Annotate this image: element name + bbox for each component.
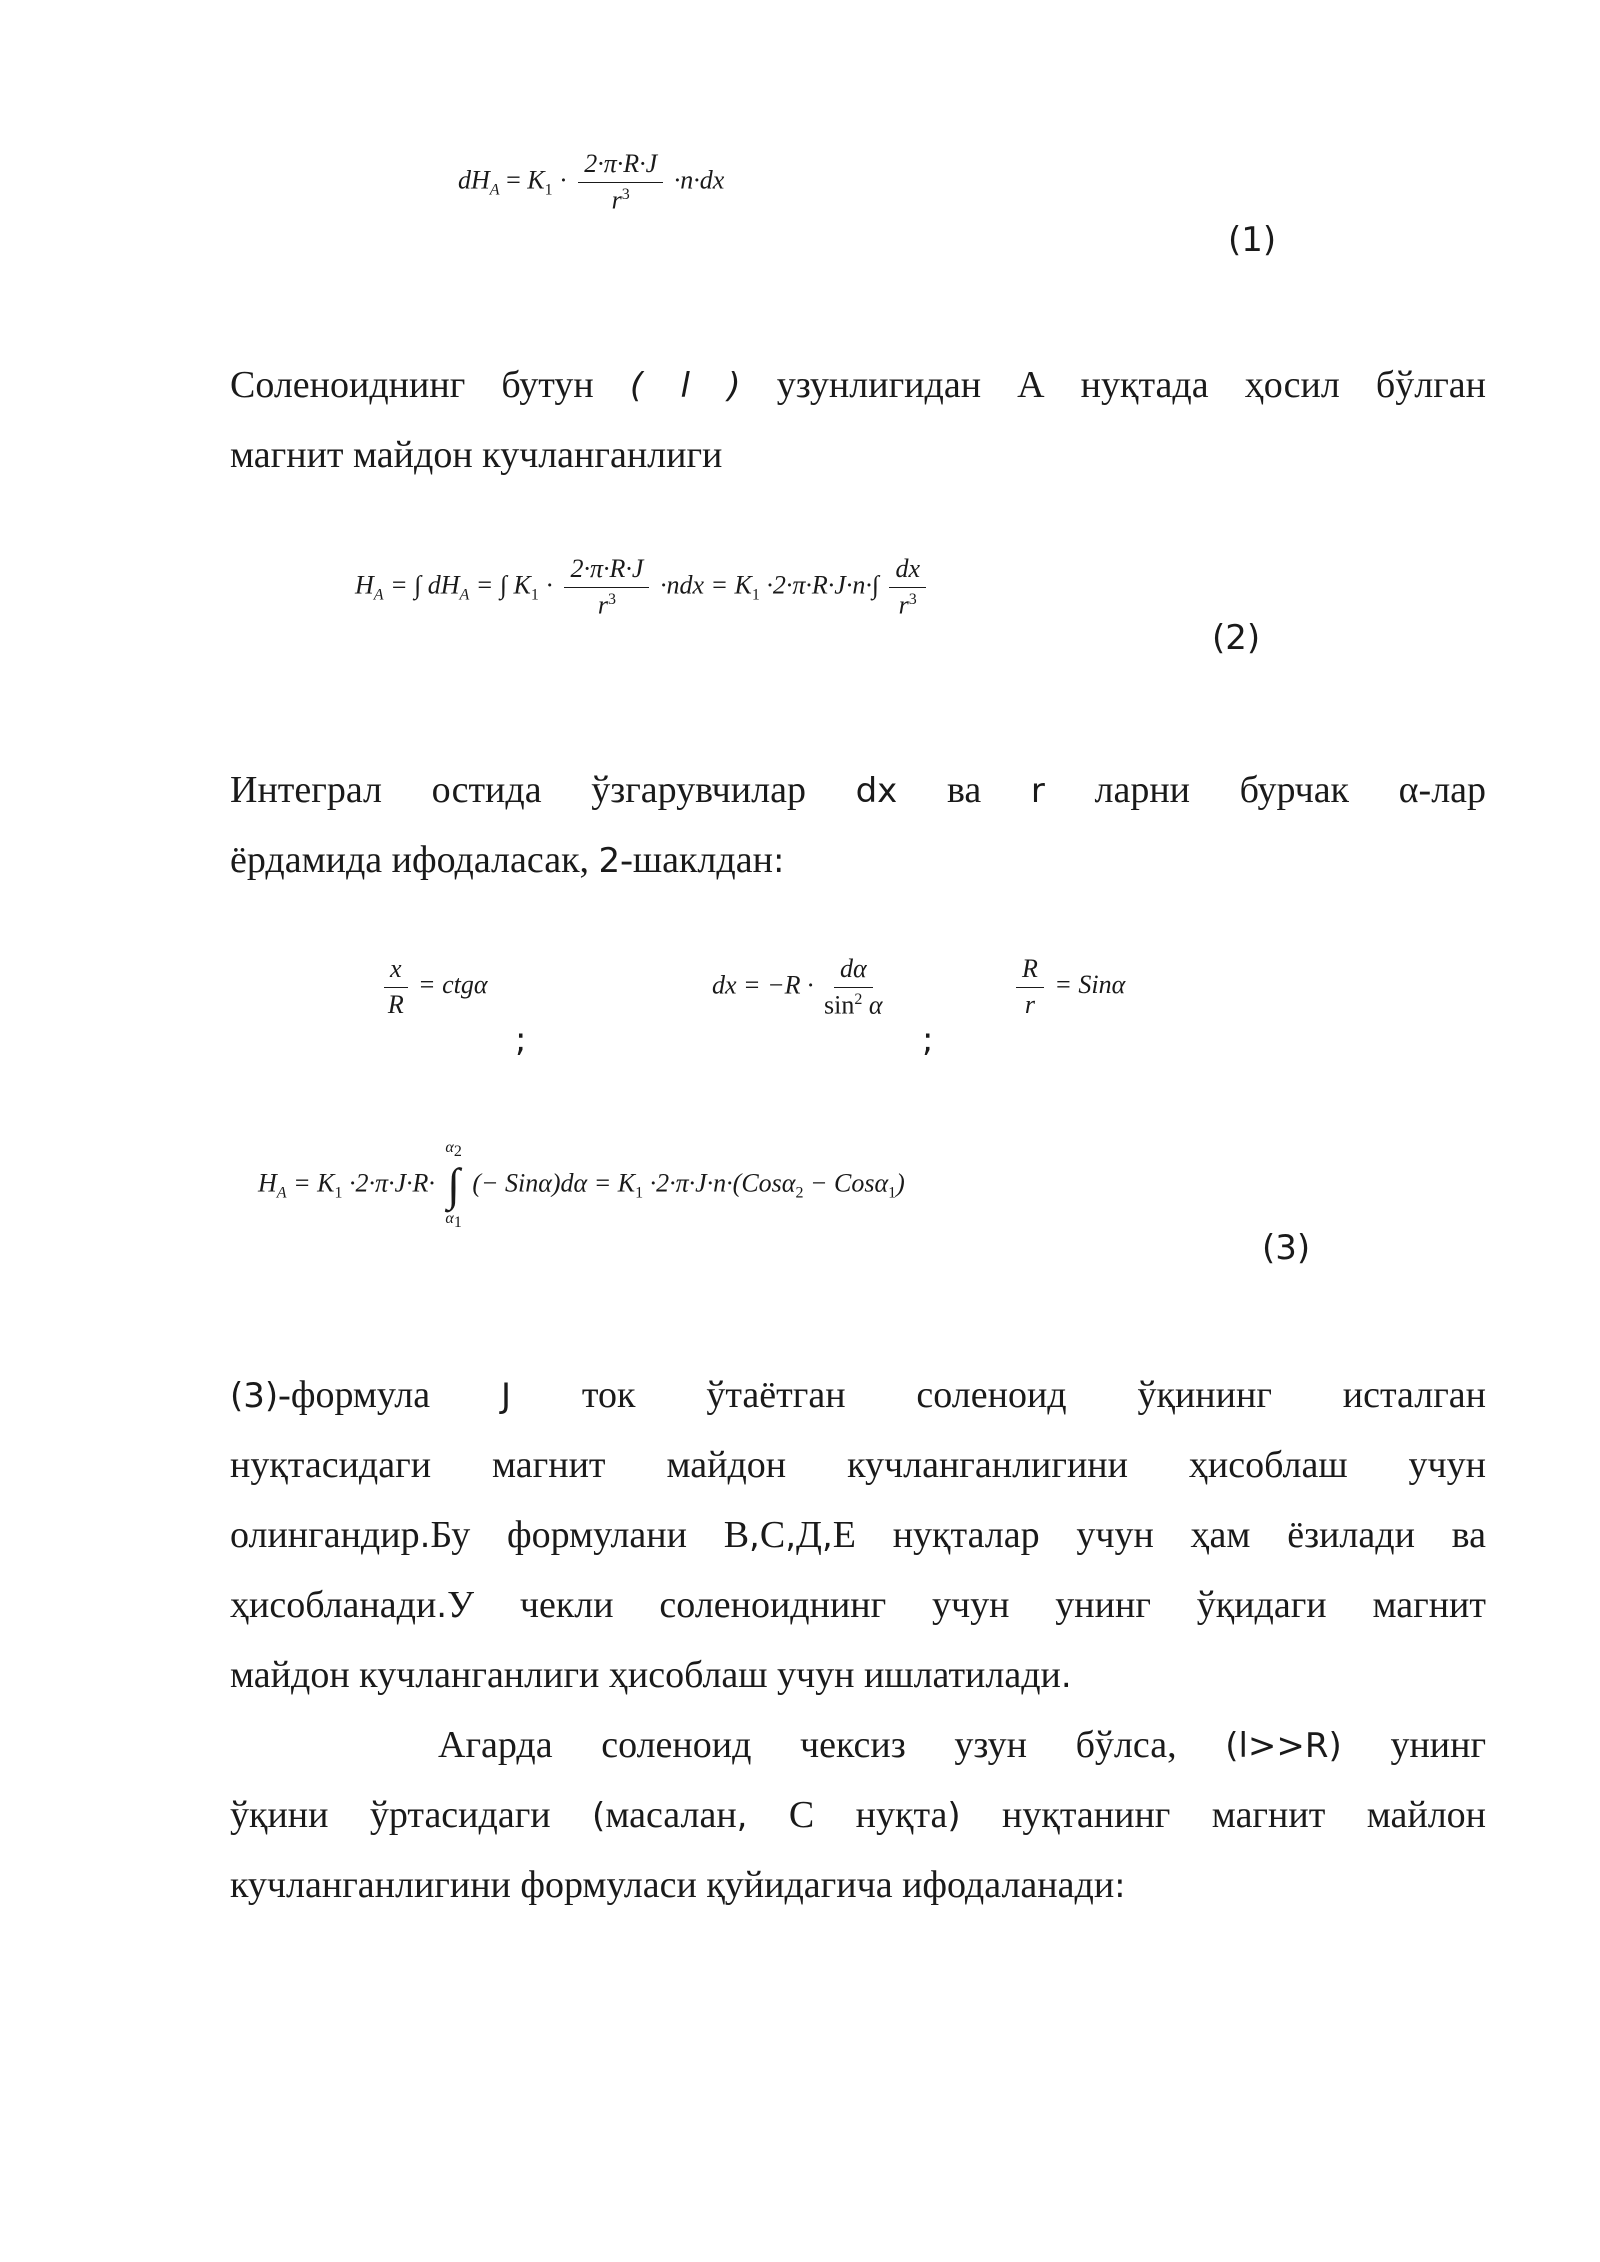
integral-with-limits: $\alpha_2$ ∫ $\alpha_1$ bbox=[445, 1139, 462, 1231]
formula-2: $H_A$ = ∫ $dH_A$ = ∫ $K_1$ · $\frac{2\cdot\pi\cdot R\cdot J}{r^3}$ $\cdot ndx = K_1 \cdot 2\cdot\pi\cdot R\cdot J\cdot n\cdot\int$ $\frac{dx}{r^3}$ bbox=[355, 555, 930, 620]
separator-2: ; bbox=[922, 1020, 934, 1060]
separator-1: ; bbox=[515, 1020, 527, 1060]
formula-3b: dx = −R · $\frac{d\alpha}{\sin^2 \alpha}$ bbox=[712, 954, 883, 1020]
formula-3: $H_A = K_1 \cdot 2\cdot\pi\cdot J\cdot R\cdot$ $\alpha_2$ ∫ $\alpha_1$ (− $Sin\alpha)d\alpha = K_1 \cdot 2\cdot\pi\cdot J\cdot n\cdot(Cos\alpha_2 - Cos\alpha_1)$ bbox=[258, 1139, 905, 1231]
paragraph-4: Агарда соленоид чексиз узун бўлса, (l>>R) унинг ўқини ўртасидаги (масалан, С нуқта) нуқтанинг магнит майлон кучланганлигини формуласи қуйидагича ифодаланади: bbox=[230, 1724, 1487, 1906]
formula-3c: $\frac{R}{r}$ = Sinα bbox=[1012, 955, 1125, 1019]
paragraph-1: Соленоиднинг бутун ( l ) узунлигидан А нуқтада ҳосил бўлган магнит майдон кучланганлиги bbox=[230, 364, 1487, 476]
paragraph-3: (3)-формула J ток ўтаётган соленоид ўқининг исталган нуқтасидаги магнит майдон кучланганлигини ҳисоблаш учун олингандир.Бу формулани В,С,Д,Е нуқталар учун ҳам ёзилади ва ҳисобланади.У чекли соленоиднинг учун унинг ўқидаги магнит майдон кучланганлиги ҳисоблаш учун ишлатилади. bbox=[230, 1374, 1487, 1696]
paragraph-2: Интеграл остида ўзгарувчилар dx ва r ларни бурчак α-лар ёрдамида ифодаласак, 2-шаклдан: bbox=[230, 769, 1487, 881]
formula-1: $dH_A = K_1$ · $\frac{2\cdot\pi\cdot R\cdot J}{r^3}$ ·n·dx bbox=[458, 149, 725, 215]
formula-3a: $\frac{x}{R}$ = ctgα bbox=[380, 955, 488, 1019]
equation-number-1: (1) bbox=[1228, 220, 1277, 260]
formula-1-fraction: $\frac{2\cdot\pi\cdot R\cdot J}{r^3}$ bbox=[578, 150, 663, 215]
equation-number-2: (2) bbox=[1212, 618, 1261, 658]
equation-number-3: (3) bbox=[1262, 1228, 1311, 1268]
